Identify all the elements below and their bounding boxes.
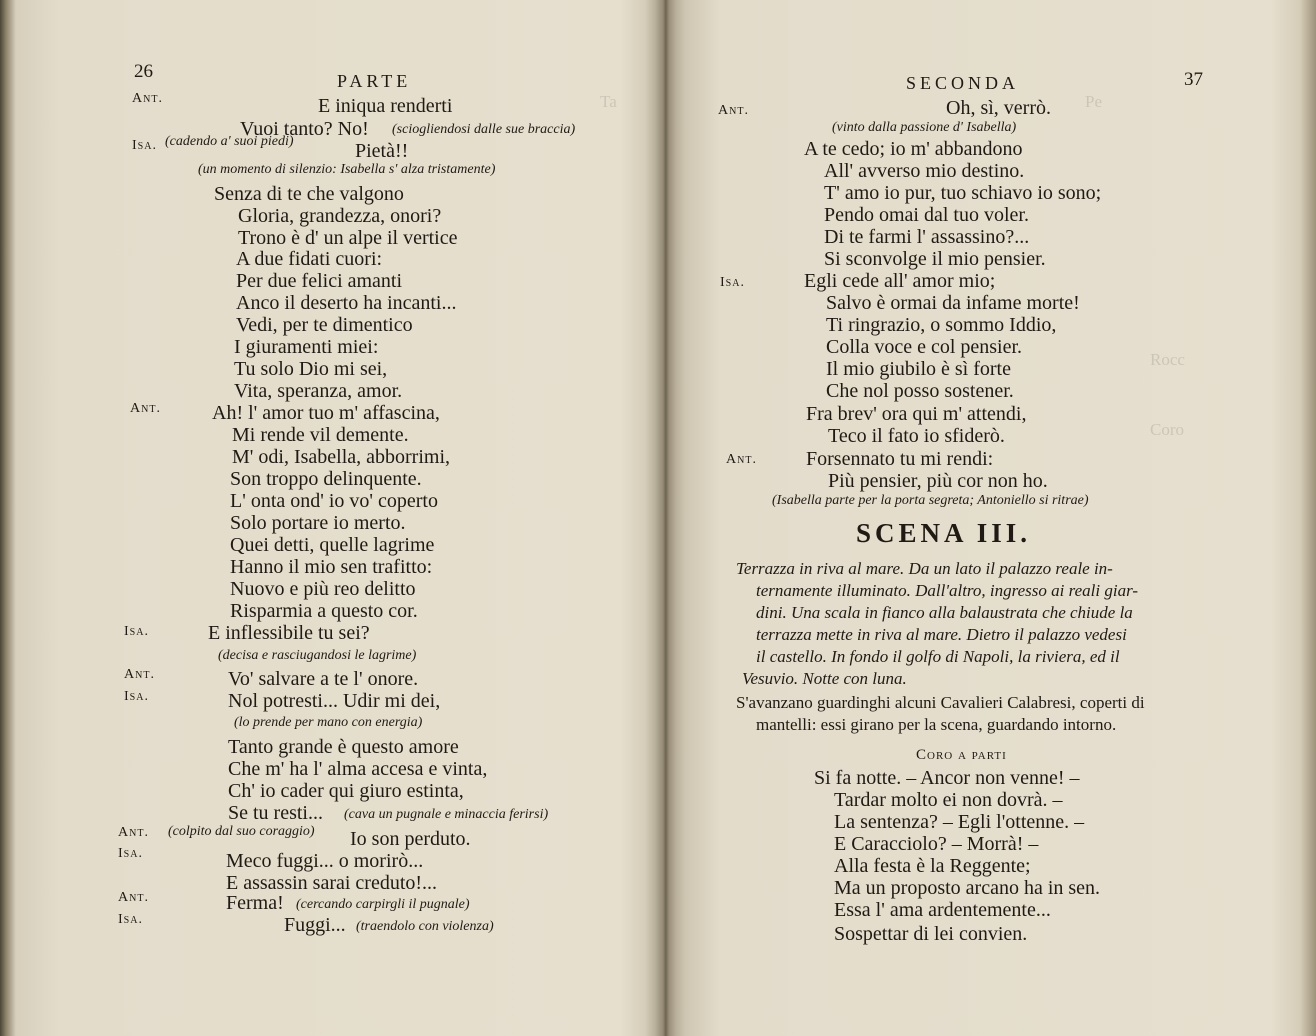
verse-line: Son troppo delinquente. xyxy=(230,468,422,490)
verse-line: Meco fuggi... o morirò... xyxy=(226,850,424,872)
verse-line: Senza di te che valgono xyxy=(214,183,404,205)
verse-line: Si sconvolge il mio pensier. xyxy=(824,248,1046,270)
verse-line: Più pensier, più cor non ho. xyxy=(828,470,1048,492)
verse-line: Il mio giubilo è sì forte xyxy=(826,358,1011,380)
scene-description-line: terrazza mette in riva al mare. Dietro il palazzo vedesi xyxy=(756,625,1127,644)
verse-line: Trono è d' un alpe il vertice xyxy=(238,227,458,249)
verse-line: M' odi, Isabella, abborrimi, xyxy=(232,446,450,468)
verse-line: Nuovo e più reo delitto xyxy=(230,578,416,600)
chorus-line: E Caracciolo? – Morrà! – xyxy=(834,833,1039,855)
verse-line: Io son perduto. xyxy=(350,828,471,850)
verse-line: Che m' ha l' alma accesa e vinta, xyxy=(228,758,488,780)
speaker-label: Ant. xyxy=(130,401,161,416)
verse-line: Forsennato tu mi rendi: xyxy=(806,448,994,470)
verse-line: All' avverso mio destino. xyxy=(824,160,1025,182)
speaker-label: Isa. xyxy=(118,912,143,927)
bleed-through-text: Pe xyxy=(1085,92,1102,111)
verse-line: Mi rende vil demente. xyxy=(232,424,409,446)
chorus-line: Ma un proposto arcano ha in sen. xyxy=(834,877,1101,899)
verse-line: Egli cede all' amor mio; xyxy=(804,270,996,292)
chorus-line: Si fa notte. – Ancor non venne! – xyxy=(814,767,1080,789)
verse-line: Vo' salvare a te l' onore. xyxy=(228,668,419,690)
verse-line: Anco il deserto ha incanti... xyxy=(236,292,457,314)
verse-line: Nol potresti... Udir mi dei, xyxy=(228,690,441,712)
chorus-line: Alla festa è la Reggente; xyxy=(834,855,1031,877)
running-head: PARTE xyxy=(337,71,412,91)
verse-line: Ferma! xyxy=(226,892,284,914)
verse-line: Tu solo Dio mi sei, xyxy=(234,358,388,380)
stage-direction: (traendolo con violenza) xyxy=(356,919,494,934)
scene-description-line: Terrazza in riva al mare. Da un lato il palazzo reale in- xyxy=(736,559,1113,578)
stage-direction: (cercando carpirgli il pugnale) xyxy=(296,897,470,912)
verse-line: Oh, sì, verrò. xyxy=(946,97,1051,119)
chorus-line: Sospettar di lei convien. xyxy=(834,923,1028,945)
verse-line: Pietà!! xyxy=(355,140,409,162)
chorus-line: La sentenza? – Egli l'ottenne. – xyxy=(834,811,1085,833)
verse-line: A due fidati cuori: xyxy=(236,248,383,270)
verse-line: Ti ringrazio, o sommo Iddio, xyxy=(826,314,1057,336)
speaker-label: Ant. xyxy=(118,890,149,905)
verse-line: E iniqua renderti xyxy=(318,95,453,117)
scene-title: SCENA III. xyxy=(856,518,1032,548)
chorus-line: Tardar molto ei non dovrà. – xyxy=(834,789,1063,811)
scene-description-line: il castello. In fondo il golfo di Napoli, la riviera, ed il xyxy=(756,647,1120,666)
bleed-through-text: Ta xyxy=(600,92,617,111)
verse-line: Se tu resti... xyxy=(228,802,323,824)
verse-line: Quei detti, quelle lagrime xyxy=(230,534,435,556)
speaker-label: Isa. xyxy=(124,624,149,639)
verse-line: A te cedo; io m' abbandono xyxy=(804,138,1023,160)
verse-line: T' amo io pur, tuo schiavo io sono; xyxy=(824,182,1102,204)
stage-action-line: mantelli: essi girano per la scena, guardando intorno. xyxy=(756,715,1117,734)
verse-line: Fuggi... xyxy=(284,914,346,936)
verse-line: Vedi, per te dimentico xyxy=(236,314,413,336)
verse-line: Di te farmi l' assassino?... xyxy=(824,226,1030,248)
verse-line: Solo portare io merto. xyxy=(230,512,406,534)
speaker-label: Isa. xyxy=(132,138,157,153)
verse-line: Tanto grande è questo amore xyxy=(228,736,459,758)
verse-line: Che nol posso sostener. xyxy=(826,380,1014,402)
speaker-label: Isa. xyxy=(118,846,143,861)
verse-line: Salvo è ormai da infame morte! xyxy=(826,292,1080,314)
stage-direction: (cadendo a' suoi piedi) xyxy=(165,134,294,149)
right-page xyxy=(666,0,1316,1036)
stage-direction: (vinto dalla passione d' Isabella) xyxy=(832,120,1017,135)
verse-line: Ah! l' amor tuo m' affascina, xyxy=(212,402,440,424)
bleed-through-text: Rocc xyxy=(1150,350,1185,369)
verse-line: Hanno il mio sen trafitto: xyxy=(230,556,433,578)
stage-direction: (cava un pugnale e minaccia ferirsi) xyxy=(344,807,549,822)
verse-line: I giuramenti miei: xyxy=(234,336,379,358)
speaker-label: Ant. xyxy=(726,452,757,467)
speaker-label: Ant. xyxy=(718,103,749,118)
stage-direction: (un momento di silenzio: Isabella s' alza tristamente) xyxy=(198,162,496,177)
verse-line: Colla voce e col pensier. xyxy=(826,336,1023,358)
stage-direction: (sciogliendosi dalle sue braccia) xyxy=(392,122,576,137)
page-number: 37 xyxy=(1184,69,1203,90)
page-number: 26 xyxy=(134,61,153,82)
verse-line: Per due felici amanti xyxy=(236,270,403,292)
stage-direction: (lo prende per mano con energia) xyxy=(234,715,423,730)
bleed-through-text: Coro xyxy=(1150,420,1184,439)
verse-line: Fra brev' ora qui m' attendi, xyxy=(806,403,1027,425)
scene-description-line: Vesuvio. Notte con luna. xyxy=(742,669,907,688)
verse-line: Pendo omai dal tuo voler. xyxy=(824,204,1029,226)
verse-line: Risparmia a questo cor. xyxy=(230,600,418,622)
chorus-line: Essa l' ama ardentemente... xyxy=(834,899,1051,921)
scene-description-line: dini. Una scala in fianco alla balaustrata che chiude la xyxy=(756,603,1133,622)
stage-direction: (Isabella parte per la porta segreta; Antoniello si ritrae) xyxy=(772,493,1089,508)
speaker-label: Ant. xyxy=(132,91,163,106)
speaker-label: Isa. xyxy=(720,275,745,290)
verse-line: L' onta ond' io vo' coperto xyxy=(230,490,438,512)
running-head: SECONDA xyxy=(906,73,1020,93)
verse-line: Vuoi tanto? No! xyxy=(240,118,369,140)
stage-direction: (decisa e rasciugandosi le lagrime) xyxy=(218,648,417,663)
stage-action-line: S'avanzano guardinghi alcuni Cavalieri Calabresi, coperti di xyxy=(736,693,1145,712)
speaker-label: Ant. xyxy=(118,825,149,840)
verse-line: Gloria, grandezza, onori? xyxy=(238,205,442,227)
verse-line: E assassin sarai creduto!... xyxy=(226,872,438,894)
speaker-label: Ant. xyxy=(124,667,155,682)
stage-direction: (colpito dal suo coraggio) xyxy=(168,824,315,839)
chorus-heading: Coro a parti xyxy=(916,747,1007,763)
scene-description-line: ternamente illuminato. Dall'altro, ingresso ai reali giar- xyxy=(756,581,1139,600)
verse-line: Ch' io cader qui giuro estinta, xyxy=(228,780,464,802)
verse-line: E inflessibile tu sei? xyxy=(208,622,370,644)
speaker-label: Isa. xyxy=(124,689,149,704)
verse-line: Vita, speranza, amor. xyxy=(234,380,403,402)
verse-line: Teco il fato io sfiderò. xyxy=(828,425,1005,447)
